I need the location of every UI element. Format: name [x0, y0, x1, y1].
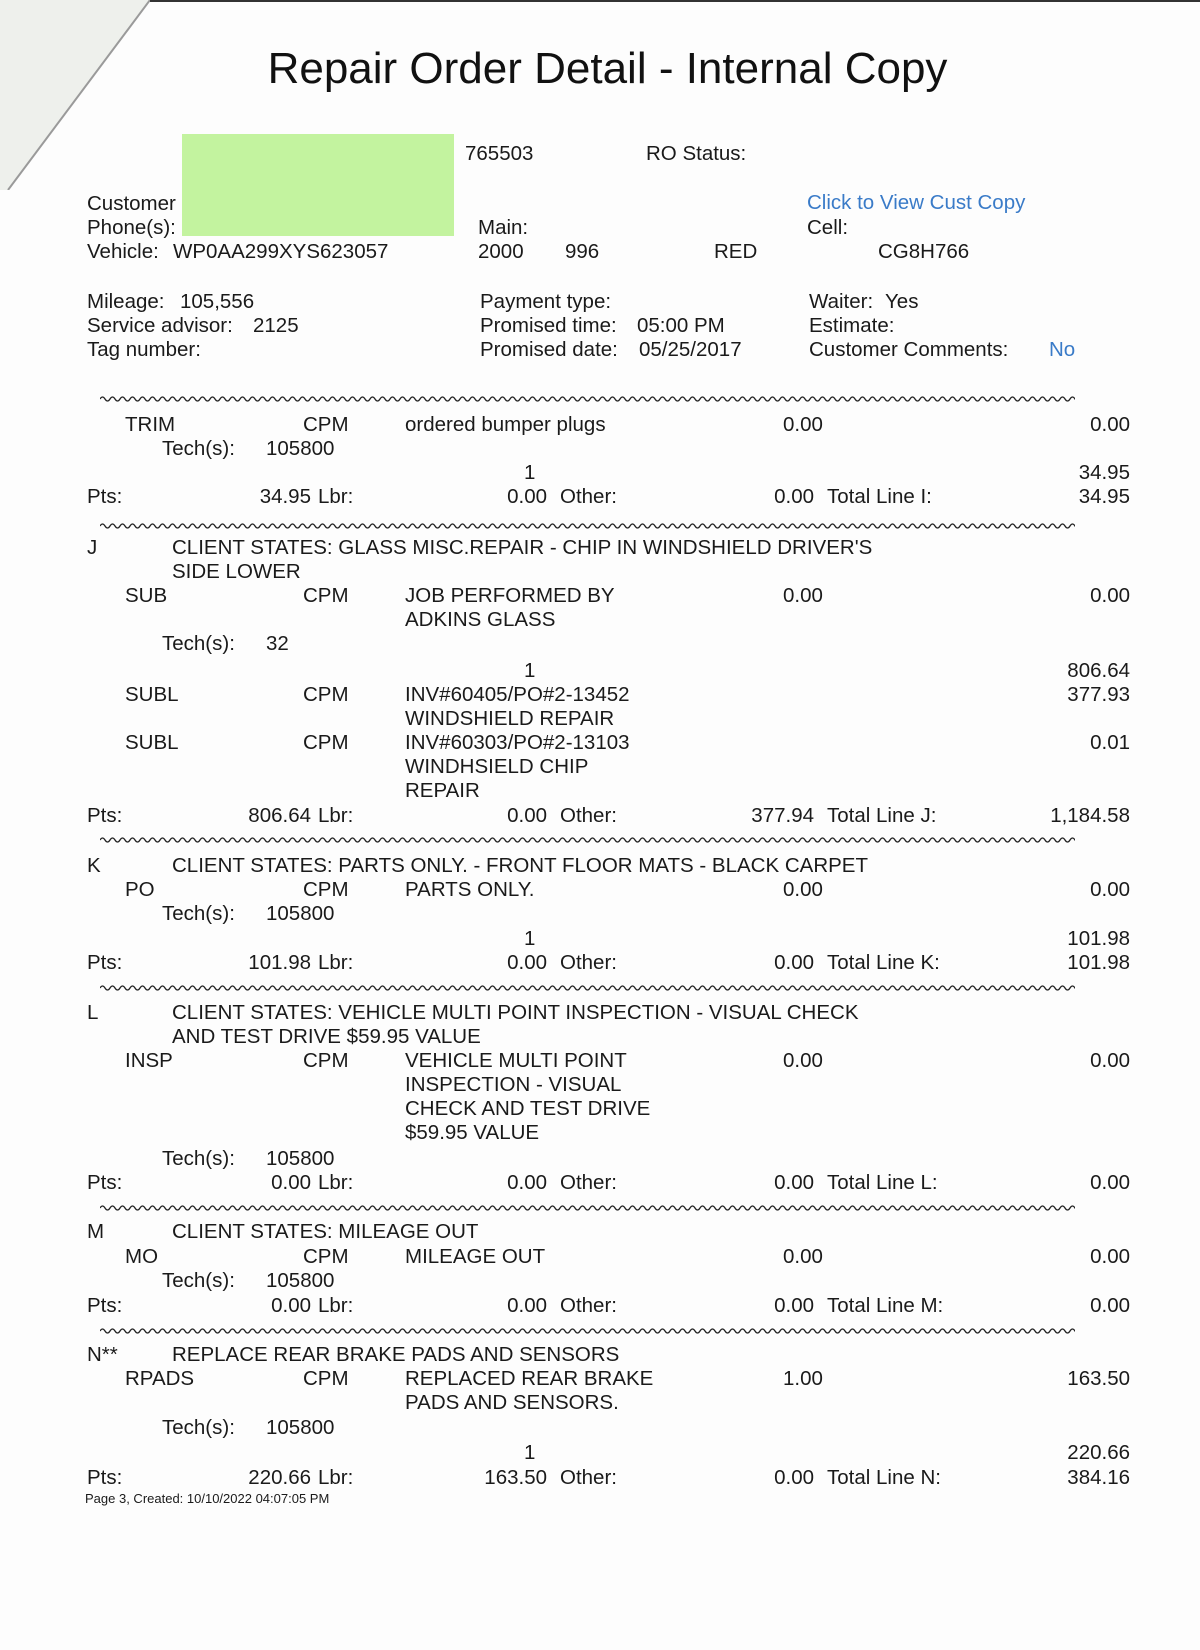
parts-amount: 806.64: [1067, 659, 1130, 682]
other-label: Other:: [560, 1294, 617, 1317]
line-amount: 377.93: [1067, 683, 1130, 706]
tech-number: 105800: [266, 437, 335, 460]
other-value: 0.00: [774, 1171, 814, 1194]
total-line-label: Total Line L:: [827, 1171, 938, 1194]
pay-type: CPM: [303, 1049, 349, 1072]
parts-amount: 34.95: [1078, 461, 1130, 484]
other-label: Other:: [560, 951, 617, 974]
concern: CLIENT STATES: GLASS MISC.REPAIR - CHIP IN WINDSHIELD DRIVER'S: [172, 536, 873, 559]
pay-type: CPM: [303, 1367, 349, 1390]
techs-label: Tech(s):: [162, 1416, 235, 1439]
other-label: Other:: [560, 485, 617, 508]
customer-comments-label: Customer Comments:: [809, 338, 1009, 361]
separator-line: [100, 984, 1075, 992]
op-code: PO: [125, 878, 155, 901]
customer-label: Customer: [87, 192, 176, 215]
line-amount: 0.00: [1090, 1049, 1130, 1072]
parts-qty: 1: [524, 1441, 536, 1464]
op-description: WINDHSIELD CHIP: [405, 755, 589, 778]
line-amount: 0.00: [1090, 1245, 1130, 1268]
concern: CLIENT STATES: PARTS ONLY. - FRONT FLOOR MATS - BLACK CARPET: [172, 854, 868, 877]
ro-status-label: RO Status:: [646, 142, 747, 165]
line-letter: N**: [87, 1343, 118, 1366]
separator-line: [100, 1204, 1075, 1212]
pts-value: 220.66: [248, 1466, 311, 1489]
other-value: 377.94: [751, 804, 814, 827]
parts-qty: 1: [524, 461, 536, 484]
parts-amount: 101.98: [1067, 927, 1130, 950]
redaction-highlight: [182, 134, 454, 236]
tech-number: 105800: [266, 1147, 335, 1170]
pts-label: Pts:: [87, 1294, 123, 1317]
page-fold-corner: [0, 0, 150, 190]
pay-type: CPM: [303, 683, 349, 706]
lbr-value: 0.00: [507, 951, 547, 974]
scan-top-edge: [150, 0, 1200, 2]
lbr-label: Lbr:: [318, 951, 354, 974]
other-value: 0.00: [774, 951, 814, 974]
total-line-label: Total Line K:: [827, 951, 940, 974]
op-description: ordered bumper plugs: [405, 413, 606, 436]
pts-value: 0.00: [271, 1171, 311, 1194]
main-phone-label: Main:: [478, 216, 529, 239]
parts-qty: 1: [524, 927, 536, 950]
promised-time-label: Promised time:: [480, 314, 617, 337]
other-value: 0.00: [774, 485, 814, 508]
vehicle-year: 2000: [478, 240, 524, 263]
pay-type: CPM: [303, 1245, 349, 1268]
line-letter: L: [87, 1001, 99, 1024]
line-letter: J: [87, 536, 98, 559]
lbr-value: 0.00: [507, 804, 547, 827]
ro-number: 765503: [465, 142, 534, 165]
techs-label: Tech(s):: [162, 632, 235, 655]
tech-number: 32: [266, 632, 289, 655]
line-amount: 0.00: [1090, 584, 1130, 607]
lbr-value: 0.00: [507, 1171, 547, 1194]
waiter: Yes: [885, 290, 919, 313]
techs-label: Tech(s):: [162, 902, 235, 925]
lbr-label: Lbr:: [318, 485, 354, 508]
vehicle-model: 996: [565, 240, 600, 263]
tag-number-label: Tag number:: [87, 338, 201, 361]
total-line-label: Total Line N:: [827, 1466, 941, 1489]
pay-type: CPM: [303, 584, 349, 607]
other-label: Other:: [560, 804, 617, 827]
pay-type: CPM: [303, 731, 349, 754]
pay-type: CPM: [303, 878, 349, 901]
customer-comments-value[interactable]: No: [1049, 338, 1076, 361]
total-line-value: 34.95: [1078, 485, 1130, 508]
page-title: Repair Order Detail - Internal Copy: [267, 44, 948, 93]
other-label: Other:: [560, 1466, 617, 1489]
concern: AND TEST DRIVE $59.95 VALUE: [172, 1025, 481, 1048]
separator-line: [100, 395, 1075, 403]
hours: 1.00: [783, 1367, 823, 1390]
hours: 0.00: [783, 1049, 823, 1072]
pts-value: 101.98: [248, 951, 311, 974]
view-cust-copy-link[interactable]: Click to View Cust Copy: [807, 191, 1026, 214]
estimate-label: Estimate:: [809, 314, 895, 337]
pts-value: 34.95: [259, 485, 311, 508]
other-value: 0.00: [774, 1466, 814, 1489]
total-line-value: 0.00: [1090, 1171, 1130, 1194]
tech-number: 105800: [266, 902, 335, 925]
techs-label: Tech(s):: [162, 437, 235, 460]
op-code: MO: [125, 1245, 159, 1268]
total-line-value: 384.16: [1067, 1466, 1130, 1489]
op-code: SUBL: [125, 731, 179, 754]
lbr-label: Lbr:: [318, 1171, 354, 1194]
line-amount: 0.01: [1090, 731, 1130, 754]
op-description: PADS AND SENSORS.: [405, 1391, 619, 1414]
total-line-label: Total Line M:: [827, 1294, 944, 1317]
op-code: TRIM: [125, 413, 176, 436]
separator-line: [100, 836, 1075, 844]
line-amount: 163.50: [1067, 1367, 1130, 1390]
other-value: 0.00: [774, 1294, 814, 1317]
hours: 0.00: [783, 878, 823, 901]
concern: CLIENT STATES: VEHICLE MULTI POINT INSPECTION - VISUAL CHECK: [172, 1001, 859, 1024]
op-description: $59.95 VALUE: [405, 1121, 540, 1144]
hours: 0.00: [783, 1245, 823, 1268]
service-advisor-label: Service advisor:: [87, 314, 233, 337]
parts-qty: 1: [524, 659, 536, 682]
cell-phone-label: Cell:: [807, 216, 849, 239]
license-plate: CG8H766: [878, 240, 970, 263]
mileage-label: Mileage:: [87, 290, 165, 313]
line-amount: 0.00: [1090, 413, 1130, 436]
line-letter: M: [87, 1220, 105, 1243]
tech-number: 105800: [266, 1416, 335, 1439]
service-advisor: 2125: [253, 314, 299, 337]
phones-label: Phone(s):: [87, 216, 176, 239]
waiter-label: Waiter:: [809, 290, 874, 313]
hours: 0.00: [783, 584, 823, 607]
total-line-value: 101.98: [1067, 951, 1130, 974]
techs-label: Tech(s):: [162, 1269, 235, 1292]
pts-label: Pts:: [87, 1466, 123, 1489]
pay-type: CPM: [303, 413, 349, 436]
op-description: PARTS ONLY.: [405, 878, 535, 901]
total-line-value: 1,184.58: [1050, 804, 1130, 827]
concern: SIDE LOWER: [172, 560, 301, 583]
total-line-value: 0.00: [1090, 1294, 1130, 1317]
lbr-value: 0.00: [507, 485, 547, 508]
op-code: SUBL: [125, 683, 179, 706]
op-description: CHECK AND TEST DRIVE: [405, 1097, 651, 1120]
pts-value: 0.00: [271, 1294, 311, 1317]
lbr-label: Lbr:: [318, 804, 354, 827]
op-code: SUB: [125, 584, 168, 607]
promised-date: 05/25/2017: [639, 338, 742, 361]
op-description: ADKINS GLASS: [405, 608, 556, 631]
lbr-value: 163.50: [484, 1466, 547, 1489]
vehicle-color: RED: [714, 240, 758, 263]
line-amount: 0.00: [1090, 878, 1130, 901]
op-description: WINDSHIELD REPAIR: [405, 707, 615, 730]
lbr-value: 0.00: [507, 1294, 547, 1317]
op-description: INV#60303/PO#2-13103: [405, 731, 630, 754]
lbr-label: Lbr:: [318, 1294, 354, 1317]
tech-number: 105800: [266, 1269, 335, 1292]
pts-label: Pts:: [87, 485, 123, 508]
promised-date-label: Promised date:: [480, 338, 618, 361]
pts-value: 806.64: [248, 804, 311, 827]
pts-label: Pts:: [87, 1171, 123, 1194]
separator-line: [100, 1327, 1075, 1335]
separator-line: [100, 522, 1075, 530]
op-code: INSP: [125, 1049, 173, 1072]
parts-amount: 220.66: [1067, 1441, 1130, 1464]
hours: 0.00: [783, 413, 823, 436]
lbr-label: Lbr:: [318, 1466, 354, 1489]
line-letter: K: [87, 854, 101, 877]
vin: WP0AA299XYS623057: [173, 240, 389, 263]
vehicle-label: Vehicle:: [87, 240, 159, 263]
total-line-label: Total Line I:: [827, 485, 932, 508]
op-description: JOB PERFORMED BY: [405, 584, 615, 607]
other-label: Other:: [560, 1171, 617, 1194]
techs-label: Tech(s):: [162, 1147, 235, 1170]
op-description: REPAIR: [405, 779, 480, 802]
op-description: REPLACED REAR BRAKE: [405, 1367, 654, 1390]
mileage: 105,556: [180, 290, 255, 313]
op-description: INV#60405/PO#2-13452: [405, 683, 630, 706]
payment-type-label: Payment type:: [480, 290, 612, 313]
concern: REPLACE REAR BRAKE PADS AND SENSORS: [172, 1343, 620, 1366]
op-description: INSPECTION - VISUAL: [405, 1073, 622, 1096]
pts-label: Pts:: [87, 951, 123, 974]
promised-time: 05:00 PM: [637, 314, 725, 337]
concern: CLIENT STATES: MILEAGE OUT: [172, 1220, 479, 1243]
op-description: VEHICLE MULTI POINT: [405, 1049, 627, 1072]
total-line-label: Total Line J:: [827, 804, 937, 827]
op-code: RPADS: [125, 1367, 195, 1390]
op-description: MILEAGE OUT: [405, 1245, 546, 1268]
page-footer: Page 3, Created: 10/10/2022 04:07:05 PM: [85, 1491, 330, 1506]
pts-label: Pts:: [87, 804, 123, 827]
